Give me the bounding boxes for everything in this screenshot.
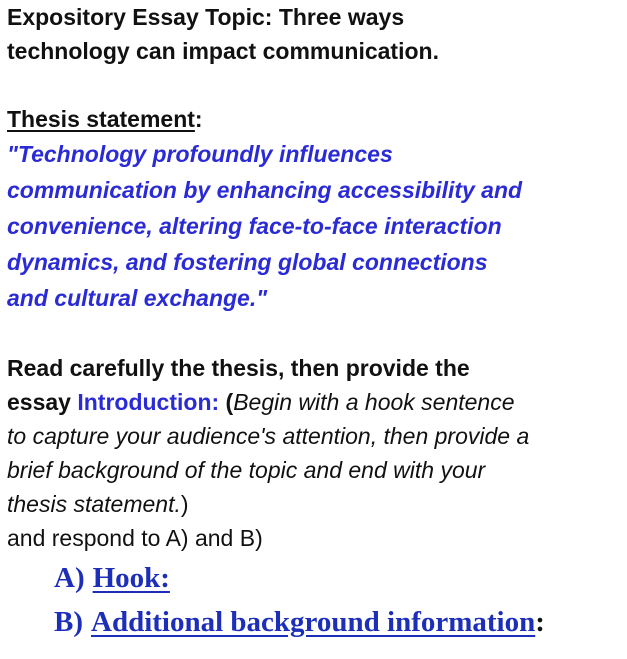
instructions-line-3: to capture your audience's attention, then provide a	[7, 423, 530, 449]
instructions-italic-end: thesis statement.	[7, 491, 181, 517]
response-items	[54, 556, 623, 644]
item-a-letter: A)	[54, 562, 85, 594]
instructions-line-4: brief background of the topic and end with your	[7, 457, 486, 483]
close-paren: )	[180, 491, 189, 517]
introduction-label: Introduction:	[77, 389, 220, 415]
hook-link[interactable]: Hook:	[92, 562, 170, 594]
thesis-line-4: dynamics, and fostering global connections	[7, 249, 488, 275]
thesis-heading-label: Thesis statement	[7, 106, 195, 132]
instructions	[7, 351, 623, 521]
title-line-2: technology can impact communication.	[7, 38, 439, 64]
item-b-letter: B)	[54, 606, 83, 638]
item-b-colon: :	[535, 606, 545, 638]
item-a-hook	[54, 556, 623, 600]
item-b-background	[54, 600, 623, 644]
background-info-link[interactable]: Additional background information	[91, 606, 536, 638]
title-line-1: Expository Essay Topic: Three ways	[7, 4, 405, 30]
instructions-essay-word: essay	[7, 389, 78, 415]
thesis-line-1: "Technology profoundly influences	[7, 141, 393, 167]
thesis-line-2: communication by enhancing accessibility and	[7, 177, 523, 203]
essay-topic-title	[7, 0, 623, 68]
instructions-italic-start: Begin with a hook sentence	[233, 389, 515, 415]
thesis-heading	[7, 102, 623, 136]
essay-prompt-document	[7, 0, 623, 644]
thesis-line-5: and cultural exchange."	[7, 285, 268, 311]
open-paren: (	[219, 389, 234, 415]
thesis-line-3: convenience, altering face-to-face interaction	[7, 213, 502, 239]
thesis-statement	[7, 136, 623, 316]
respond-instruction: and respond to A) and B)	[7, 525, 263, 551]
instructions-line-2	[7, 385, 623, 419]
instructions-line-5	[7, 487, 623, 521]
thesis-heading-colon: :	[194, 106, 203, 132]
instructions-line-1: Read carefully the thesis, then provide the	[7, 355, 470, 381]
